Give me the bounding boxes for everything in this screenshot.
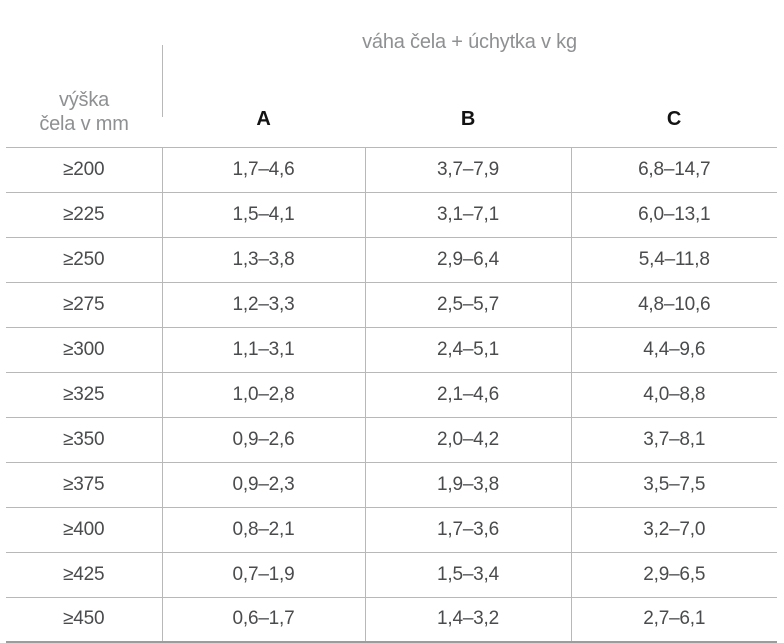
cell-c: 3,5–7,5	[571, 462, 777, 507]
row-label: ≥250	[6, 237, 162, 282]
cell-c: 2,7–6,1	[571, 597, 777, 642]
cell-b: 1,4–3,2	[365, 597, 571, 642]
cell-a: 0,9–2,3	[232, 473, 295, 495]
cell-a: 1,2–3,3	[232, 293, 295, 315]
table-row	[6, 327, 777, 372]
table-row	[6, 282, 777, 327]
header-column-divider	[162, 45, 163, 117]
table-row	[6, 417, 777, 462]
cell-a: 0,6–1,7	[232, 608, 295, 630]
cell-a: 1,3–3,8	[232, 248, 295, 270]
column-header-c: C	[666, 107, 682, 130]
cell-b: 2,5–5,7	[365, 282, 571, 327]
cell-b: 1,9–3,8	[365, 462, 571, 507]
row-label: ≥375	[6, 462, 162, 507]
cell-c: 4,4–9,6	[571, 327, 777, 372]
cell-a: 1,7–4,6	[232, 158, 295, 180]
table-row	[6, 147, 777, 192]
cell-b: 2,1–4,6	[365, 372, 571, 417]
row-label: ≥225	[6, 192, 162, 237]
cell-c: 3,2–7,0	[571, 507, 777, 552]
table-body	[6, 147, 777, 642]
row-label: ≥275	[6, 282, 162, 327]
table-row	[6, 372, 777, 417]
row-label: ≥325	[6, 372, 162, 417]
column-header-a: A	[256, 107, 271, 130]
cell-c: 3,7–8,1	[571, 417, 777, 462]
cell-b: 2,9–6,4	[365, 237, 571, 282]
cell-c: 5,4–11,8	[571, 237, 777, 282]
cell-a: 1,0–2,8	[232, 383, 295, 405]
cell-a: 0,8–2,1	[232, 518, 295, 540]
table-row	[6, 192, 777, 237]
table-row	[6, 552, 777, 597]
row-label: ≥425	[6, 552, 162, 597]
cell-b: 2,4–5,1	[365, 327, 571, 372]
cell-a: 0,7–1,9	[232, 563, 295, 585]
cell-a: 0,9–2,6	[232, 428, 295, 450]
cell-c: 4,0–8,8	[571, 372, 777, 417]
row-header-line2: čela v mm	[39, 112, 129, 135]
cell-b: 3,1–7,1	[365, 192, 571, 237]
column-group-header: váha čela + úchytka v kg	[362, 31, 577, 53]
table-row	[6, 462, 777, 507]
column-header-b: B	[460, 107, 476, 130]
cell-a: 1,5–4,1	[232, 203, 295, 225]
group-header-row	[6, 0, 777, 92]
table-row	[6, 237, 777, 282]
weight-table	[6, 0, 777, 643]
row-label: ≥200	[6, 147, 162, 192]
cell-c: 2,9–6,5	[571, 552, 777, 597]
row-header	[6, 0, 162, 147]
cell-b: 1,7–3,6	[365, 507, 571, 552]
row-header-line1: výška	[58, 88, 110, 111]
cell-b: 2,0–4,2	[365, 417, 571, 462]
table-header	[6, 0, 777, 147]
table-row	[6, 507, 777, 552]
cell-c: 6,0–13,1	[571, 192, 777, 237]
row-label: ≥450	[6, 597, 162, 642]
cell-a: 1,1–3,1	[232, 338, 295, 360]
row-label: ≥300	[6, 327, 162, 372]
row-label: ≥400	[6, 507, 162, 552]
cell-c: 4,8–10,6	[571, 282, 777, 327]
table-row	[6, 597, 777, 642]
row-label: ≥350	[6, 417, 162, 462]
weight-table-grid	[6, 0, 777, 643]
cell-b: 1,5–3,4	[365, 552, 571, 597]
cell-b: 3,7–7,9	[365, 147, 571, 192]
cell-c: 6,8–14,7	[571, 147, 777, 192]
